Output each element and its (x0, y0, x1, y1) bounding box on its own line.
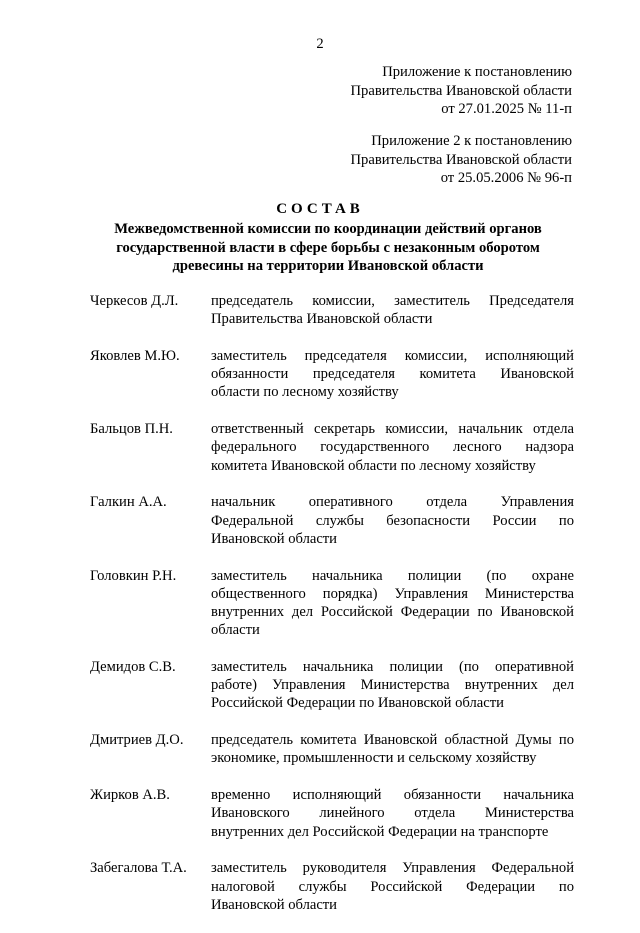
member-row (90, 347, 574, 402)
member-role (211, 292, 574, 328)
member-role-line: заместитель председателя комиссии, исполняющий (211, 348, 574, 364)
member-role (211, 658, 574, 713)
member-role (211, 786, 574, 841)
appendix-line: Правительства Ивановской области (350, 82, 572, 99)
member-role-line: работе) Управления Министерства внутренних дел (211, 677, 574, 694)
member-list (90, 292, 574, 933)
member-role (211, 420, 574, 475)
member-name: Галкин А.А. (90, 494, 167, 511)
member-role-line: общественного порядка) Управления Министерства (211, 585, 574, 602)
member-role-line: Федеральной службы безопасности России по (211, 512, 574, 529)
member-row (90, 658, 574, 713)
member-role-line: внутренних дел Российской Федерации на транспорте (211, 823, 549, 840)
subtitle-line: Межведомственной комиссии по координации действий органов (114, 221, 542, 237)
member-role-line: Ивановской области (211, 896, 337, 913)
member-row (90, 786, 574, 841)
appendix-line: от 27.01.2025 № 11-п (441, 101, 572, 118)
member-role-line: налоговой службы Российской Федерации по (211, 878, 574, 895)
member-row (90, 567, 574, 640)
member-role-line: области по лесному хозяйству (211, 384, 399, 401)
member-row (90, 420, 574, 475)
member-role (211, 731, 574, 767)
member-role-line: ответственный секретарь комиссии, начальник отдела (211, 421, 574, 438)
member-name: Черкесов Д.Л. (90, 293, 179, 309)
appendix-line: Правительства Ивановской области (350, 151, 572, 168)
appendix-line: Приложение 2 к постановлению (371, 133, 572, 149)
appendix-line: Приложение к постановлению (382, 64, 572, 80)
subtitle-line: государственной власти в сфере борьбы с незаконным оборотом (116, 239, 540, 256)
appendix-line: от 25.05.2006 № 96-п (440, 170, 572, 187)
member-role-line: заместитель начальника полиции (по оперативной (211, 659, 574, 676)
page-number: 2 (316, 36, 324, 52)
member-name: Яковлев М.Ю. (90, 348, 180, 364)
member-role-line: экономике, промышленности и сельскому хозяйству (211, 750, 537, 767)
member-role-line: Ивановской области (211, 530, 337, 547)
appendix-block-current (351, 63, 572, 119)
member-role-line: Правительства Ивановской области (211, 311, 433, 328)
member-role-line: председатель комитета Ивановской областной Думы по (211, 732, 574, 749)
member-role-line: заместитель начальника полиции (по охране (211, 567, 574, 584)
document-title: СОСТАВ (276, 201, 364, 217)
appendix-block-original (351, 132, 572, 188)
member-row (90, 292, 574, 328)
member-role-line: федерального государственного лесного надзора (211, 439, 574, 456)
member-name: Бальцов П.Н. (90, 421, 173, 438)
member-role-line: Ивановского линейного отдела Министерства (211, 805, 574, 822)
member-role (211, 493, 574, 548)
member-name: Забегалова Т.А. (90, 860, 187, 877)
member-name: Демидов С.В. (90, 659, 176, 676)
member-role (211, 859, 574, 914)
member-name: Головкин Р.Н. (90, 567, 177, 584)
member-role-line: обязанности председателя комитета Ивановской (211, 366, 574, 383)
member-row (90, 859, 574, 914)
member-role-line: начальник оперативного отдела Управления (211, 494, 574, 511)
member-role-line: комитета Ивановской области по лесному хозяйству (211, 457, 536, 474)
member-role-line: внутренних дел Российской Федерации по Ивановской (211, 604, 574, 621)
member-role-line: Российской Федерации по Ивановской области (211, 695, 504, 712)
member-role-line: председатель комиссии, заместитель Председателя (211, 293, 574, 309)
member-row (90, 731, 574, 767)
member-role (211, 567, 574, 640)
member-name: Жирков А.В. (90, 787, 170, 804)
member-role-line: временно исполняющий обязанности начальника (211, 787, 574, 804)
member-name: Дмитриев Д.О. (90, 732, 184, 749)
member-role-line: области (211, 622, 260, 639)
subtitle-line: древесины на территории Ивановской области (172, 258, 484, 274)
member-role-line: заместитель руководителя Управления Федеральной (211, 860, 574, 877)
document-subtitle (100, 220, 556, 276)
member-row (90, 493, 574, 548)
member-role (211, 347, 574, 402)
